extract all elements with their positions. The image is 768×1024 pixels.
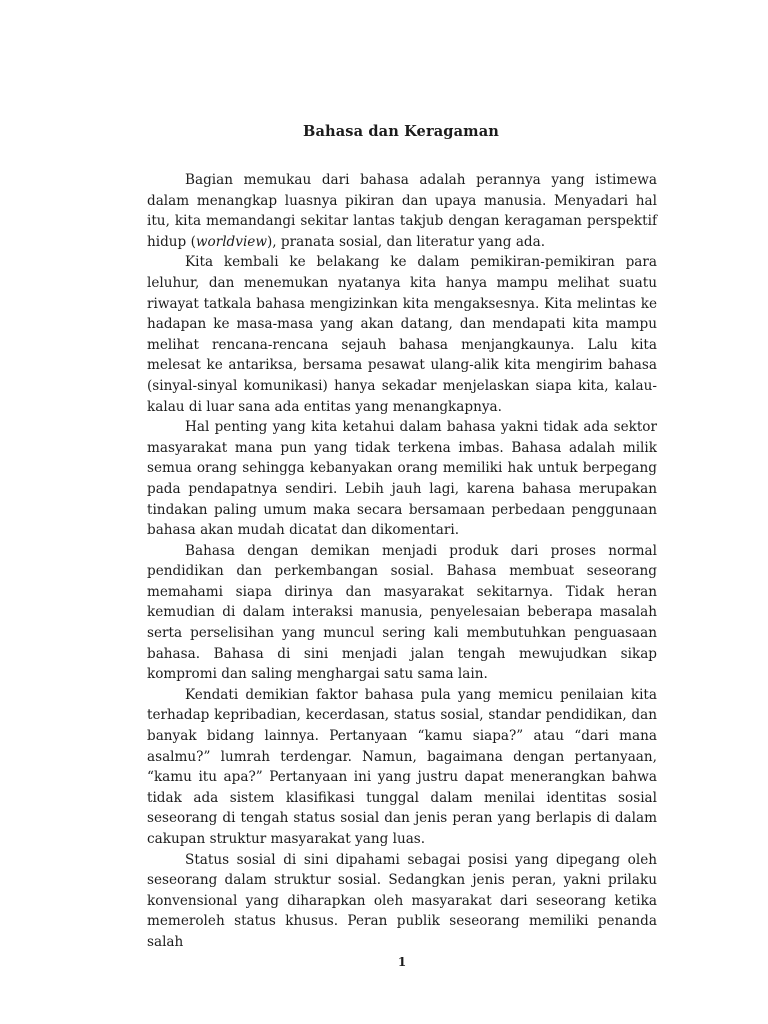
paragraph-5: Kendati demikian faktor bahasa pula yang memicu penilaian kita terhadap kepribadian, kecerdasan, status sosial, standar pendidikan, dan banyak bidang lainnya. Pertanyaan “kamu siapa?” atau “dari mana asalmu?” lumrah terdengar. Namun, bagaimana dengan pertanyaan, “kamu itu apa?” Pertanyaan ini yang justru dapat menerangkan bahwa tidak ada sistem klasifikasi tunggal dalam menilai identitas sosial seseorang di tengah status sosial dan jenis peran yang berlapis di dalam cakupan struktur masyarakat yang luas. <box>147 686 657 847</box>
paragraph-4: Bahasa dengan demikan menjadi produk dari proses normal pendidikan dan perkembangan sosial. Bahasa membuat seseorang memahami siapa dirinya dan masyarakat sekitarnya. Tidak heran kemudian di dalam interaksi manusia, penyelesaian beberapa masalah serta perselisihan yang muncul sering kali membutuhkan penguasaan bahasa. Bahasa di sini menjadi jalan tengah mewujudkan sikap kompromi dan saling menghargai satu sama lain. <box>147 542 657 683</box>
paragraph-6: Status sosial di sini dipahami sebagai posisi yang dipegang oleh seseorang dalam struktur sosial. Sedangkan jenis peran, yakni prilaku konvensional yang diharapkan oleh masyarakat dari seseorang ketika memeroleh status khusus. Peran publik seseorang memiliki penanda salah <box>147 851 657 950</box>
page-number: 1 <box>397 955 407 969</box>
paragraph-2: Kita kembali ke belakang ke dalam pemikiran-pemikiran para leluhur, dan menemukan nyatanya kita hanya mampu melihat suatu riwayat tatkala bahasa mengizinkan kita mengaksesnya. Kita melintas ke hadapan ke masa-masa yang akan datang, dan mendapati kita mampu melihat rencana-rencana sejauh bahasa menjangkaunya. Lalu kita melesat ke antariksa, bersama pesawat ulang-alik kita mengirim bahasa (sinyal-sinyal komunikasi) hanya sekadar menjelaskan siapa kita, kalau-kalau di luar sana ada entitas yang menangkapnya. <box>147 254 657 415</box>
document-body <box>147 170 657 953</box>
italic-term: worldview <box>195 233 267 250</box>
paragraph-1-text-end: ), pranata sosial, dan literatur yang ada. <box>266 233 546 250</box>
paragraph-3: Hal penting yang kita ketahui dalam bahasa yakni tidak ada sektor masyarakat mana pun yang tidak terkena imbas. Bahasa adalah milik semua orang sehingga kebanyakan orang memiliki hak untuk berpegang pada pendapatnya sendiri. Lebih jauh lagi, karena bahasa merupakan tindakan paling umum maka secara bersamaan perbedaan penggunaan bahasa akan mudah dicatat dan dikomentari. <box>147 419 657 539</box>
paragraph-1 <box>147 170 657 252</box>
paragraph-1-text-start: Bagian memukau dari bahasa adalah perannya yang istimewa dalam menangkap luasnya pikiran dan upaya manusia. Menyadari hal itu, kita memandangi sekitar lantas takjub dengan keragaman perspektif hidup ( <box>147 172 657 250</box>
document-title: Bahasa dan Keragaman <box>303 123 499 140</box>
